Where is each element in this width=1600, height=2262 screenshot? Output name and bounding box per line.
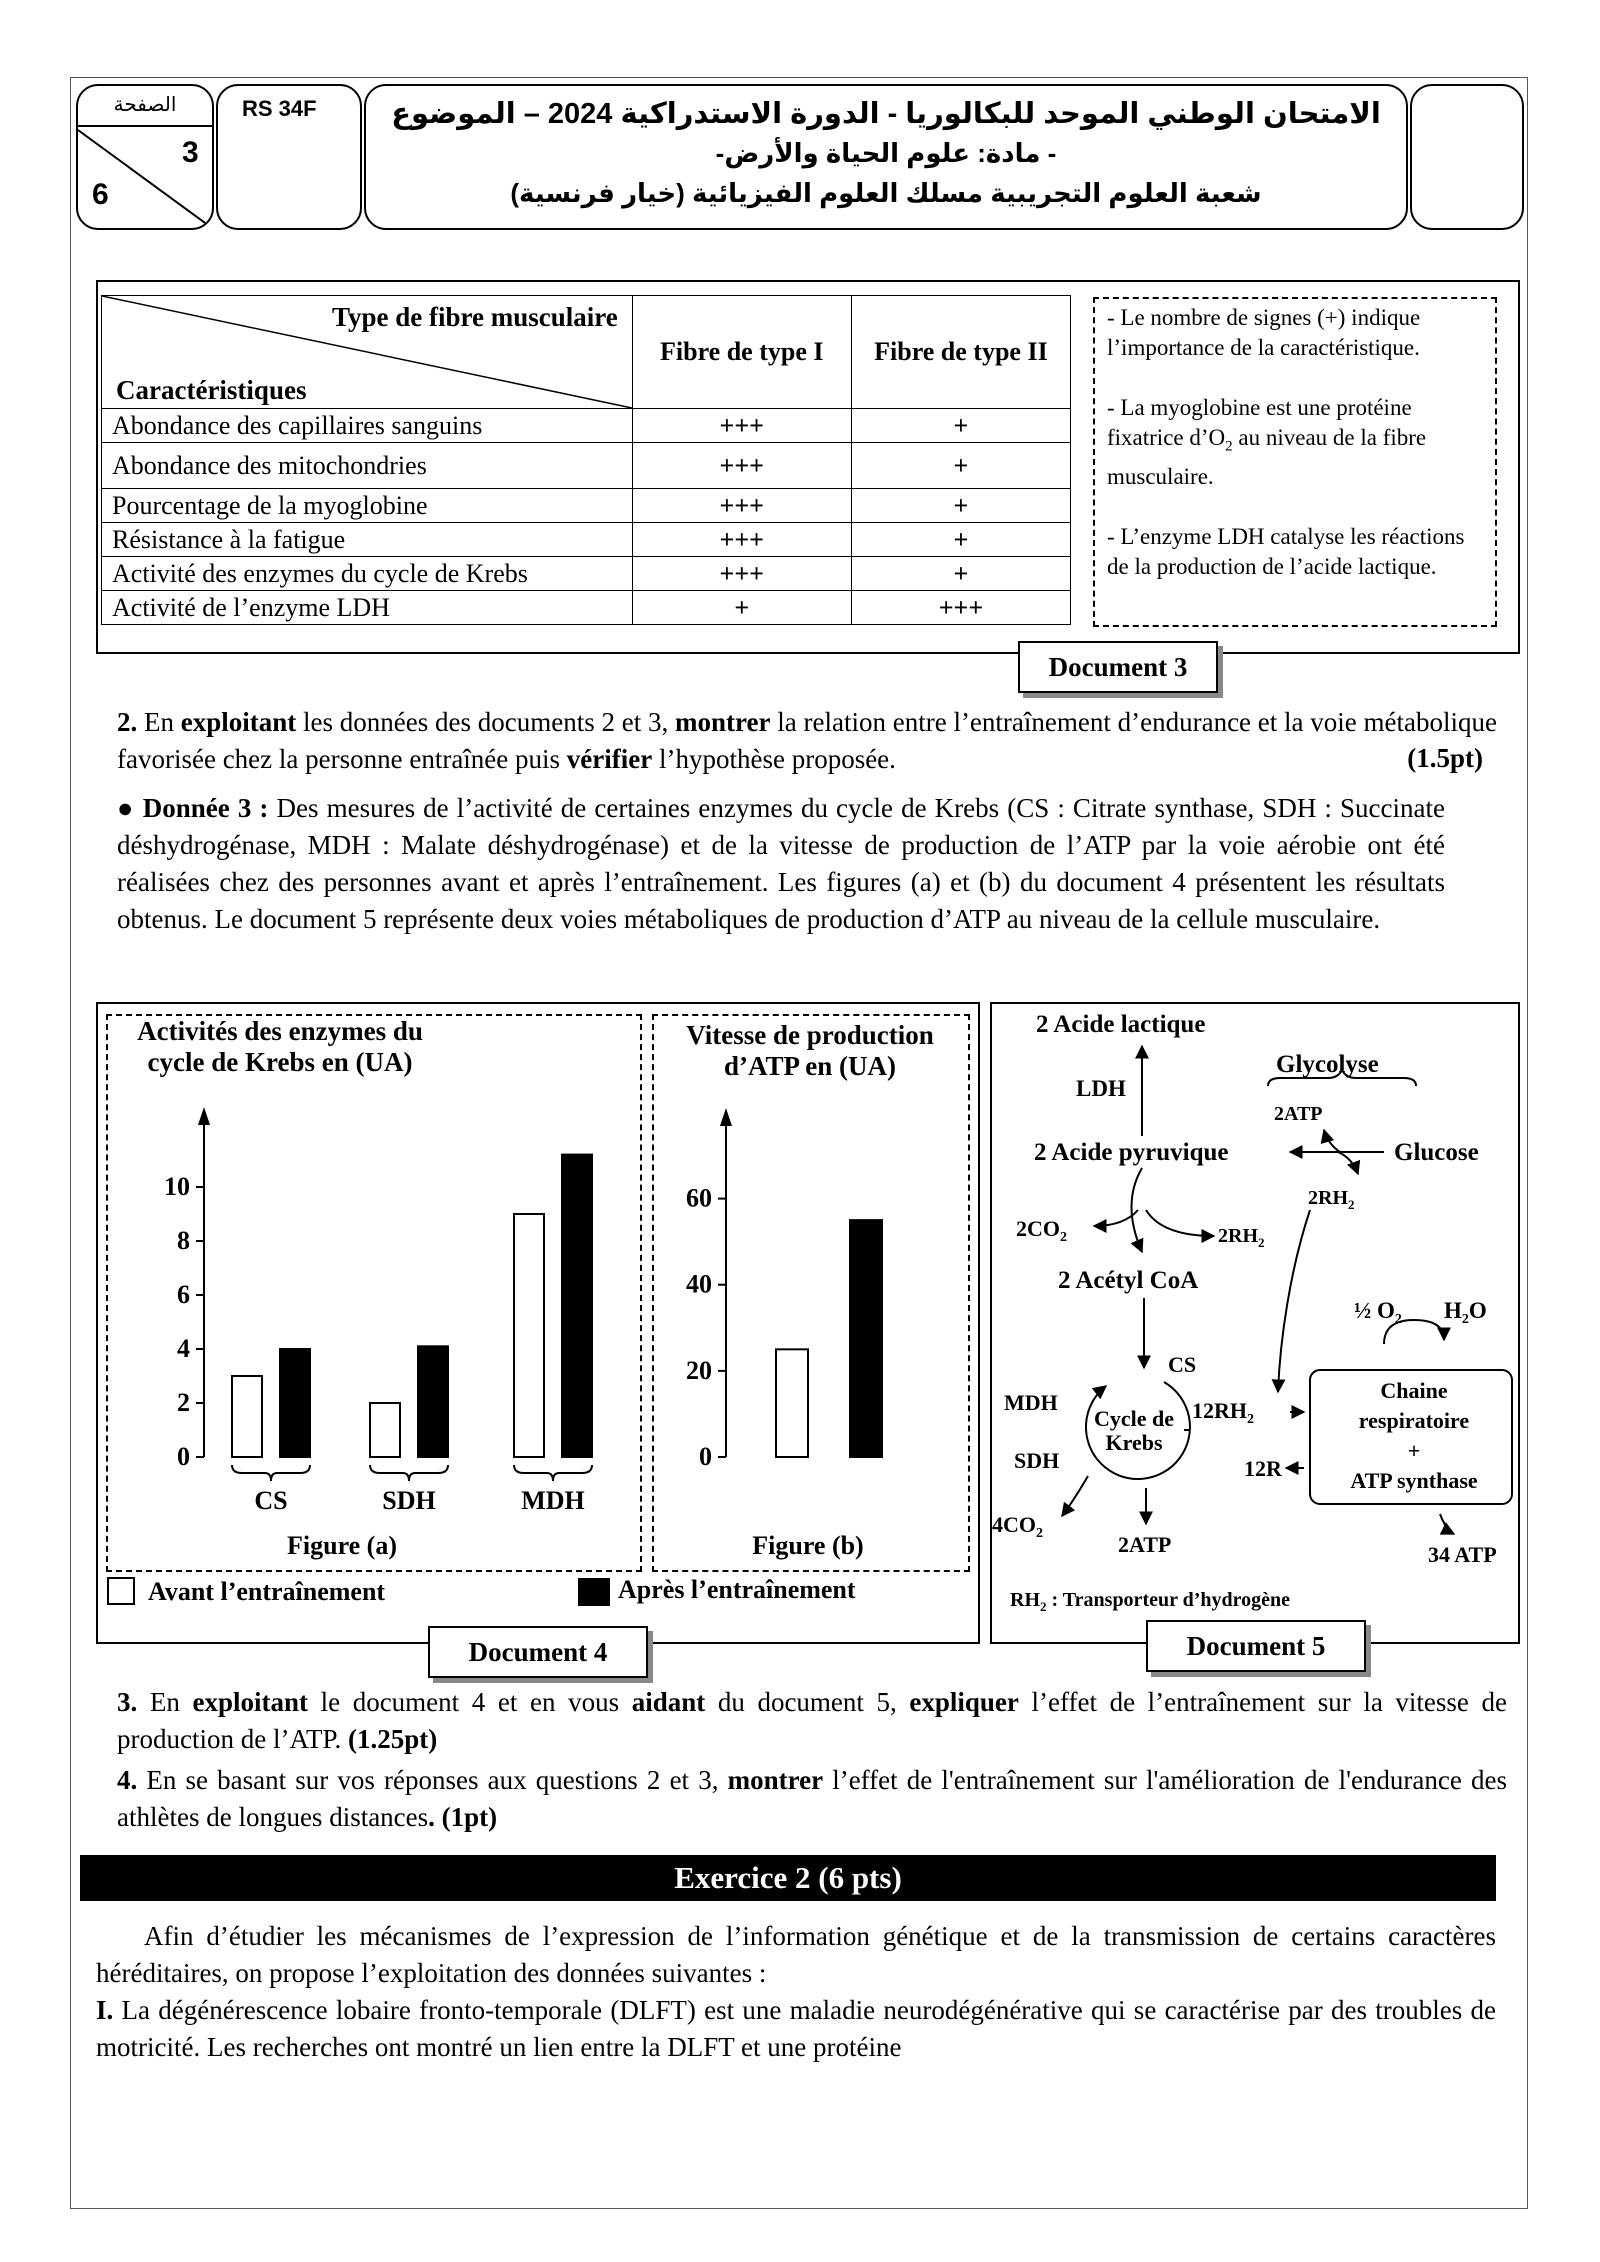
donnee-text: Des mesures de l’activité de certaines enzymes du cycle de Krebs (CS : Citrate synthase, SDH : Succinate déshydrogénase, MDH : Malate déshydrogénase) et de la vitesse de production de l’ATP par la voie aérobie ont été réalisées chez des personnes avant et après l’entraînement. Les figures (a) et (b) du document 4 présentent les résultats obtenus. Le document 5 représente deux voies métaboliques de production d’ATP au niveau de la cellule musculaire. <box>117 793 1445 934</box>
krebs-atp: 2ATP <box>1118 1532 1172 1557</box>
cs-enzyme: CS <box>1168 1352 1197 1377</box>
header-fiber-type: Type de fibre musculaire <box>331 302 618 332</box>
row-label: Activité des enzymes du cycle de Krebs <box>102 557 633 591</box>
glucose: Glucose <box>1394 1139 1479 1166</box>
q-verb: expliquer <box>909 1687 1019 1717</box>
row-label: Pourcentage de la myoglobine <box>102 489 633 523</box>
q-verb: vérifier <box>566 744 653 774</box>
glycolysis-rh2: $2RH_2$ <box>1308 1187 1355 1212</box>
header-characteristics: Caractéristiques <box>116 375 307 405</box>
r-12: 12R <box>1244 1456 1282 1481</box>
category-label: MDH <box>521 1486 585 1515</box>
pyruvic-acid: 2 Acide pyruvique <box>1034 1139 1229 1166</box>
row-label: Abondance des mitochondries <box>102 443 633 489</box>
question-points: . (1pt) <box>428 1802 498 1832</box>
question-number: 2. <box>117 707 138 737</box>
part-number: I. <box>96 1995 114 2025</box>
cell-type-1: +++ <box>632 523 851 557</box>
question-points: (1.5pt) <box>1407 743 1483 773</box>
oxygen-to-water-arrow <box>1384 1320 1444 1344</box>
glycolysis-atp: 2ATP <box>1274 1103 1323 1125</box>
q-text: l’effet de l'entraînement sur l'amélioration de l'endurance des athlètes de longues distances <box>117 1765 1507 1832</box>
exercise-2-part-1 <box>96 1992 1496 2066</box>
category-label: SDH <box>382 1486 436 1515</box>
rh2-12: $12RH_2$ <box>1192 1398 1254 1427</box>
exercise-2-intro: Afin d’étudier les mécanismes de l’expression de l’information génétique et de la transmission de certains caractères héréditaires, on propose l’exploitation des données suivantes : <box>96 1921 1496 1988</box>
header-type-2: Fibre de type II <box>851 296 1070 409</box>
half-oxygen: ½ $O_2$ <box>1354 1298 1402 1327</box>
donnee-heading: ● Donnée 3 : <box>117 793 269 823</box>
header-type-1: Fibre de type I <box>632 296 851 409</box>
co2-krebs: $4CO_2$ <box>992 1512 1043 1541</box>
question-4 <box>117 1762 1507 1836</box>
exam-title-line2: - مادة: علوم الحياة والأرض- <box>715 138 1057 168</box>
document-5-label: Document 5 <box>1146 1620 1366 1672</box>
cell-type-1: +++ <box>632 409 851 443</box>
note-myoglobin-text: - La myoglobine est une protéine fixatrice d’O <box>1107 395 1412 450</box>
note-myoglobin-sub: 2 <box>1225 438 1233 455</box>
cell-type-2: + <box>851 523 1070 557</box>
row-label: Abondance des capillaires sanguins <box>102 409 633 443</box>
q-text: du document 5, <box>705 1687 910 1717</box>
lactic-acid: 2 Acide lactique <box>1036 1011 1206 1038</box>
glycolysis-atp-branch <box>1324 1130 1340 1152</box>
q-text: l’effet de l’entraînement sur la vitesse de production de l’ATP. <box>117 1687 1507 1754</box>
glycolysis-rh2-branch <box>1338 1152 1358 1174</box>
y-tick-label: 2 <box>177 1388 190 1417</box>
acetyl-coa: 2 Acétyl CoA <box>1058 1267 1199 1294</box>
atp-34: 34 ATP <box>1428 1542 1497 1567</box>
cell-type-2: +++ <box>851 591 1070 625</box>
glycolysis-label: Glycolyse <box>1276 1051 1379 1078</box>
question-number: 3. <box>117 1687 138 1717</box>
page-current: 3 <box>182 136 199 169</box>
q-text: les données des documents 2 et 3, <box>296 707 676 737</box>
page-total: 6 <box>92 178 109 211</box>
cell-type-1: +++ <box>632 489 851 523</box>
figure-b-title-line2: d’ATP en (UA) <box>724 1051 896 1081</box>
q-text: En se basant sur vos réponses aux questions 2 et 3, <box>137 1765 728 1795</box>
figure-a-caption: Figure (a) <box>287 1531 397 1560</box>
legend-before-label: Avant l’entraînement <box>148 1577 386 1606</box>
exam-title-line1: الامتحان الوطني الموحد للبكالوريا - الدورة الاستدراكية 2024 – الموضوع <box>391 98 1381 130</box>
cell-type-1: +++ <box>632 443 851 489</box>
respiratory-chain-line4: ATP synthase <box>1350 1468 1478 1493</box>
y-tick-label: 40 <box>686 1269 712 1299</box>
respiratory-chain-line2: respiratoire <box>1358 1408 1470 1433</box>
q-verb: montrer <box>675 707 771 737</box>
q-verb: exploitant <box>192 1687 308 1717</box>
figure-a-title-line2: cycle de Krebs en (UA) <box>147 1047 413 1077</box>
page-label: الصفحة <box>113 94 177 116</box>
rh2-note: $RH_2$ : Transporteur d’hydrogène <box>1010 1589 1291 1614</box>
exam-title-line3: شعبة العلوم التجريبية مسلك العلوم الفيزيائية (خيار فرنسية) <box>510 178 1262 208</box>
q-text: En <box>137 1687 193 1717</box>
figure-b-title-line1: Vitesse de production <box>686 1020 934 1050</box>
q-verb: exploitant <box>180 707 297 737</box>
sdh-enzyme: SDH <box>1014 1448 1060 1473</box>
question-3 <box>117 1684 1507 1758</box>
y-tick-label: 0 <box>699 1442 712 1471</box>
q-verb: montrer <box>727 1765 824 1795</box>
cell-type-2: + <box>851 557 1070 591</box>
y-tick-label: 4 <box>177 1334 190 1363</box>
respiratory-chain-line1: Chaine <box>1380 1378 1448 1403</box>
krebs-cycle-line1: Cycle de <box>1093 1406 1175 1431</box>
water: $H_2O$ <box>1444 1298 1487 1327</box>
legend-after-label: Après l’entraînement <box>618 1575 856 1604</box>
row-label: Activité de l’enzyme LDH <box>102 591 633 625</box>
rh2-to-chain-arrow <box>1278 1210 1310 1392</box>
category-label: CS <box>254 1486 288 1515</box>
document-4-label: Document 4 <box>428 1626 648 1678</box>
q-verb: aidant <box>631 1687 706 1717</box>
cell-type-1: +++ <box>632 557 851 591</box>
cell-type-2: + <box>851 443 1070 489</box>
question-points: (1.25pt) <box>347 1724 438 1754</box>
figure-b-caption: Figure (b) <box>752 1531 864 1560</box>
y-tick-label: 60 <box>686 1183 712 1213</box>
cell-type-2: + <box>851 489 1070 523</box>
row-label: Résistance à la fatigue <box>102 523 633 557</box>
q-text: le document 4 et en vous <box>307 1687 632 1717</box>
exam-code: RS 34F <box>242 96 317 121</box>
part-text: La dégénérescence lobaire fronto-temporale (DLFT) est une maladie neurodégénérative qui se caractérise par des troubles de motricité. Les recherches ont montré un lien entre la DLFT et une protéine <box>96 1995 1496 2062</box>
ldh-label: LDH <box>1076 1076 1126 1101</box>
cell-type-1: + <box>632 591 851 625</box>
q-text: En <box>137 707 181 737</box>
mdh-enzyme: MDH <box>1004 1390 1058 1415</box>
question-number: 4. <box>117 1765 138 1795</box>
figure-a-title-line1: Activités des enzymes du <box>137 1016 423 1046</box>
note-myoglobin-text2: au niveau de la fibre musculaire. <box>1107 425 1427 489</box>
krebs-cycle-line2: Krebs <box>1105 1430 1163 1455</box>
co2-krebs-arrow <box>1062 1476 1088 1516</box>
atp34-arrow <box>1440 1514 1454 1534</box>
y-tick-label: 0 <box>177 1442 190 1471</box>
y-tick-label: 8 <box>177 1226 190 1255</box>
cell-type-2: + <box>851 409 1070 443</box>
document-3-label: Document 3 <box>1018 641 1218 693</box>
q-text: la relation entre l’entraînement d’endurance et la voie métabolique favorisée chez la personne entraînée puis <box>117 707 1497 774</box>
q-text: l’hypothèse proposée. <box>652 744 896 774</box>
co2-pyruvate: $2CO_2$ <box>1016 1216 1067 1245</box>
y-tick-label: 6 <box>177 1280 190 1309</box>
y-tick-label: 10 <box>164 1172 190 1201</box>
respiratory-chain-line3: + <box>1407 1438 1421 1463</box>
rh2-release-arrow <box>1146 1210 1214 1236</box>
y-tick-label: 20 <box>686 1355 712 1385</box>
rh2-pyruvate: $2RH_2$ <box>1218 1225 1265 1250</box>
exercise-2-heading: Exercice 2 (6 pts) <box>80 1855 1496 1901</box>
note-signs: - Le nombre de signes (+) indique l’importance de la caractéristique. <box>1107 305 1421 360</box>
note-ldh: - L’enzyme LDH catalyse les réactions de la production de l’acide lactique. <box>1107 523 1465 579</box>
